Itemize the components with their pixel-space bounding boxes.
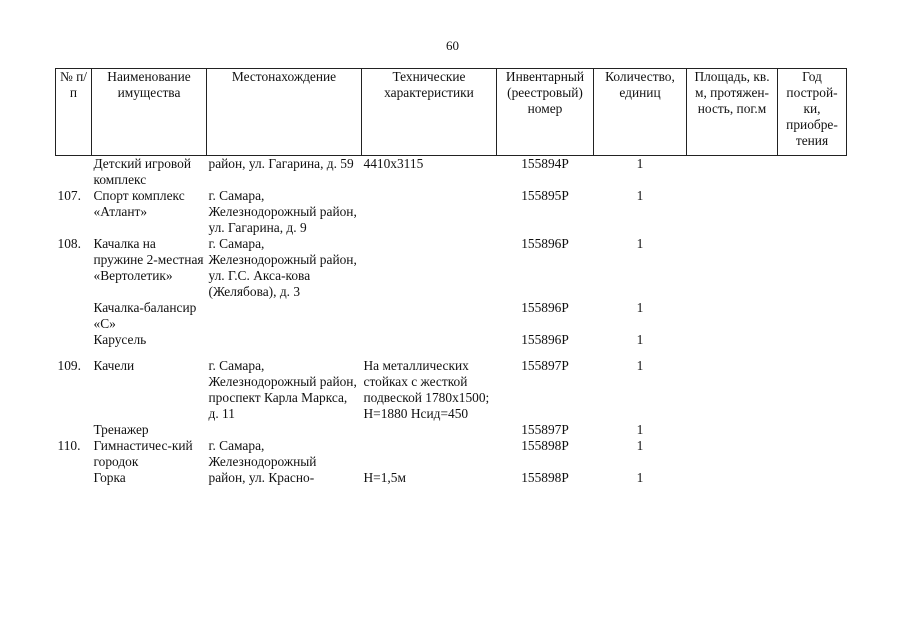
header-name: Наименование имущества [92,69,207,156]
cell-num: 108. [57,236,81,251]
header-tech: Технические характеристики [362,69,497,156]
cell-area [687,188,778,236]
cell-quantity: 1 [636,236,644,251]
cell-name: Тренажер [93,422,149,437]
table-row [56,188,847,236]
cell-tech [362,236,497,300]
cell-name: Карусель [93,332,147,347]
header-area: Площадь, кв. м, протяжен-ность, пог.м [687,69,778,156]
cell-inventory: 155896Р [521,236,569,251]
property-table [55,68,847,486]
cell-quantity: 1 [636,422,644,437]
header-inventory: Инвентарный (реестровый) номер [497,69,594,156]
cell-area [687,422,778,438]
cell-year [778,188,847,236]
cell-name: Качалка на пружине 2-местная «Вертолетик» [93,236,204,283]
cell-year [778,156,847,189]
cell-quantity: 1 [636,358,644,373]
table-header [56,69,847,156]
cell-num: 109. [57,358,81,373]
cell-quantity: 1 [636,470,644,485]
cell-num [56,156,92,189]
cell-area [687,332,778,348]
cell-location [207,332,362,348]
cell-location: г. Самара, Железнодорожный район, ул. Г.С. Акса-кова (Желябова), д. 3 [208,236,357,299]
cell-num: 110. [57,438,81,453]
cell-inventory: 155896Р [521,332,569,347]
cell-name: Качели [93,358,135,373]
cell-tech [362,188,497,236]
cell-inventory: 155898Р [521,470,569,485]
cell-num [56,470,92,486]
cell-quantity: 1 [636,300,644,315]
cell-inventory: 155897Р [521,358,569,373]
cell-area [687,236,778,300]
cell-area [687,470,778,486]
cell-year [778,236,847,300]
cell-location [207,422,362,438]
cell-tech [362,300,497,332]
cell-tech [362,332,497,348]
table-row [56,332,847,348]
cell-num [56,332,92,348]
cell-location: район, ул. Красно- [208,470,315,485]
cell-location: г. Самара, Железнодорожный район, ул. Гагарина, д. 9 [208,188,357,235]
cell-location: район, ул. Гагарина, д. 59 [208,156,354,171]
cell-year [778,348,847,422]
cell-location: г. Самара, Железнодорожный [208,438,317,469]
cell-year [778,300,847,332]
table-row [56,348,847,422]
cell-num [56,300,92,332]
cell-area [687,438,778,470]
cell-tech: H=1,5м [363,470,406,485]
cell-name: Горка [93,470,126,485]
cell-name: Спорт комплекс «Атлант» [93,188,185,219]
cell-tech [362,438,497,470]
header-quantity: Количество, единиц [594,69,687,156]
header-num: № п/п [56,69,92,156]
cell-location [207,300,362,332]
table-row [56,236,847,300]
cell-year [778,422,847,438]
cell-area [687,348,778,422]
table-row [56,470,847,486]
cell-quantity: 1 [636,188,644,203]
cell-num: 107. [57,188,81,203]
table-row [56,422,847,438]
cell-tech: 4410х3115 [363,156,424,171]
cell-num [56,422,92,438]
cell-inventory: 155898Р [521,438,569,453]
table-row [56,300,847,332]
cell-inventory: 155894Р [521,156,569,171]
cell-year [778,470,847,486]
cell-tech: На металлических стойках с жесткой подвеской 1780х1500; H=1880 Hсид=450 [363,358,490,421]
cell-area [687,300,778,332]
table-row [56,438,847,470]
cell-name: Детский игровой комплекс [93,156,192,187]
cell-inventory: 155896Р [521,300,569,315]
cell-quantity: 1 [636,156,644,171]
table-body [56,156,847,487]
header-year: Год построй-ки, приобре-тения [778,69,847,156]
cell-year [778,332,847,348]
cell-name: Качалка-балансир «С» [93,300,197,331]
cell-inventory: 155897Р [521,422,569,437]
header-location: Местонахождение [207,69,362,156]
page-number: 60 [446,38,459,53]
table-row [56,156,847,189]
cell-location: г. Самара, Железнодорожный район, проспект Карла Маркса, д. 11 [208,358,357,421]
cell-quantity: 1 [636,438,644,453]
cell-year [778,438,847,470]
cell-area [687,156,778,189]
cell-quantity: 1 [636,332,644,347]
cell-tech [362,422,497,438]
cell-inventory: 155895Р [521,188,569,203]
cell-name: Гимнастичес-кий городок [93,438,193,469]
